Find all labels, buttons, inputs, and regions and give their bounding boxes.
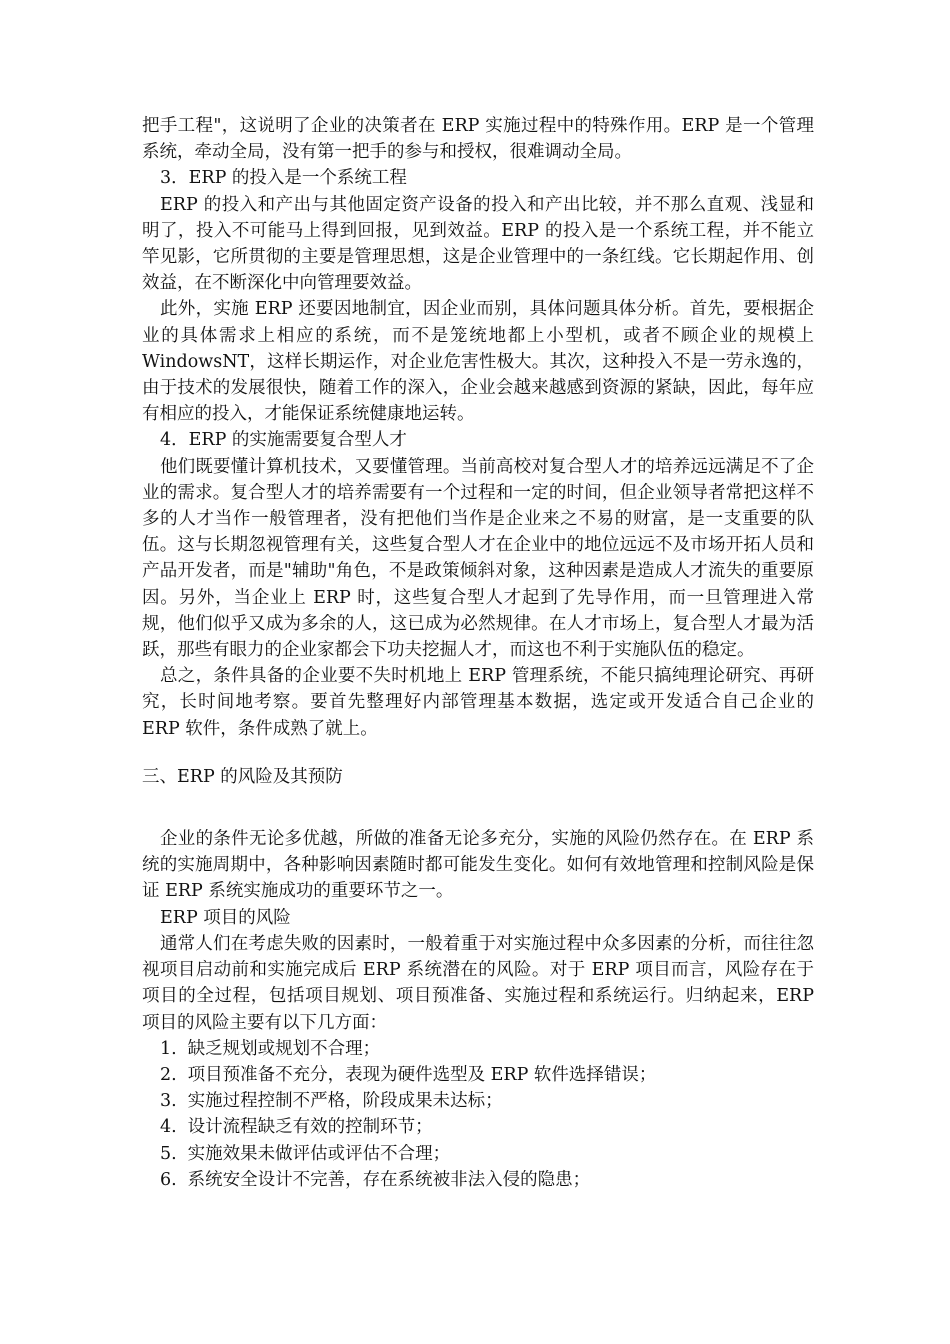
risk-list: [142, 1036, 814, 1193]
list-item: [142, 1036, 814, 1062]
paragraph-talent: 他们既要懂计算机技术，又要懂管理。当前高校对复合型人才的培养远远满足不了企业的需求。复合型人才的培养需要有一个过程和一定的时间，但企业领导者常把这样不多的人才当作一般管理者，没有把他们当作是企业来之不易的财富，是一支重要的队伍。这与长期忽视管理有关，这些复合型人才在企业中的地位远远不及市场开拓人员和产品开发者，而是"辅助"角色，不是政策倾斜对象，这种因素是造成人才流失的重要原因。另外，当企业上 ERP 时，这些复合型人才起到了先导作用，而一旦管理进入常规，他们似乎又成为多余的人，这已成为必然规律。在人才市场上，复合型人才最为活跃，那些有眼力的企业家都会下功夫挖掘人才，而这也不利于实施队伍的稳定。: [142, 456, 814, 661]
paragraph-intro: 把手工程"，这说明了企业的决策者在 ERP 实施过程中的特殊作用。ERP 是一个管理系统，牵动全局，没有第一把手的参与和授权，很难调动全局。: [142, 116, 814, 163]
list-item-number: 4.: [160, 1117, 177, 1138]
paragraph-risk-intro: 企业的条件无论多优越，所做的准备无论多充分，实施的风险仍然存在。在 ERP 系统的实施周期中，各种影响因素随时都可能发生变化。如何有效地管理和控制风险是保证 ERP 系统实施成功的重要环节之一。: [142, 829, 814, 902]
list-item: [142, 1141, 814, 1167]
list-item: [142, 1114, 814, 1140]
heading-project-risk: ERP 项目的风险: [160, 907, 291, 928]
list-item-number: 2.: [160, 1064, 177, 1085]
paragraph-project-risk: 通常人们在考虑失败的因素时，一般着重于对实施过程中众多因素的分析，而往往忽视项目启动前和实施完成后 ERP 系统潜在的风险。对于 ERP 项目而言，风险存在于项目的全过程，包括项目规划、项目预准备、实施过程和系统运行。归纳起来，ERP 项目的风险主要有以下几方面：: [142, 933, 814, 1033]
list-item-text: 实施过程控制不严格，阶段成果未达标；: [187, 1091, 503, 1112]
section-title-risk: 三、ERP 的风险及其预防: [142, 766, 343, 787]
list-item-number: 1.: [160, 1038, 177, 1059]
list-item-number: 6.: [160, 1169, 177, 1190]
list-item-text: 缺乏规划或规划不合理；: [187, 1038, 381, 1059]
list-item-text: 实施效果未做评估或评估不合理；: [187, 1143, 451, 1164]
list-item-text: 项目预准备不充分，表现为硬件选型及 ERP 软件选择错误；: [187, 1064, 657, 1085]
heading-erp-investment: 3．ERP 的投入是一个系统工程: [160, 168, 407, 189]
list-item: [142, 1062, 814, 1088]
paragraph-investment: ERP 的投入和产出与其他固定资产设备的投入和产出比较，并不那么直观、浅显和明了，投入不可能马上得到回报，见到效益。ERP 的投入是一个系统工程，并不能立竿见影，它所贯彻的主要是管理思想，这是企业管理中的一条红线。它长期起作用、创效益，在不断深化中向管理要效益。: [142, 194, 814, 294]
list-item: [142, 1088, 814, 1114]
list-item-number: 3.: [160, 1091, 177, 1112]
paragraph-summary: 总之，条件具备的企业要不失时机地上 ERP 管理系统，不能只搞纯理论研究、再研究，长时间地考察。要首先整理好内部管理基本数据，选定或开发适合自己企业的 ERP 软件，条件成熟了就上。: [142, 666, 814, 739]
list-item: [142, 1167, 814, 1193]
heading-composite-talent: 4．ERP 的实施需要复合型人才: [160, 430, 407, 451]
paragraph-besides: 此外，实施 ERP 还要因地制宜，因企业而别，具体问题具体分析。首先，要根据企业的具体需求上相应的系统，而不是笼统地都上小型机，或者不顾企业的规模上 WindowsNT，这样长期运作，对企业危害性极大。其次，这种投入不是一劳永逸的，由于技术的发展很快，随着工作的深入，企业会越来越感到资源的紧缺，因此，每年应有相应的投入，才能保证系统健康地运转。: [142, 299, 814, 425]
list-item-text: 系统安全设计不完善，存在系统被非法入侵的隐患；: [187, 1169, 591, 1190]
list-item-text: 设计流程缺乏有效的控制环节；: [187, 1117, 433, 1138]
list-item-number: 5.: [160, 1143, 177, 1164]
document-page: [142, 113, 814, 1193]
